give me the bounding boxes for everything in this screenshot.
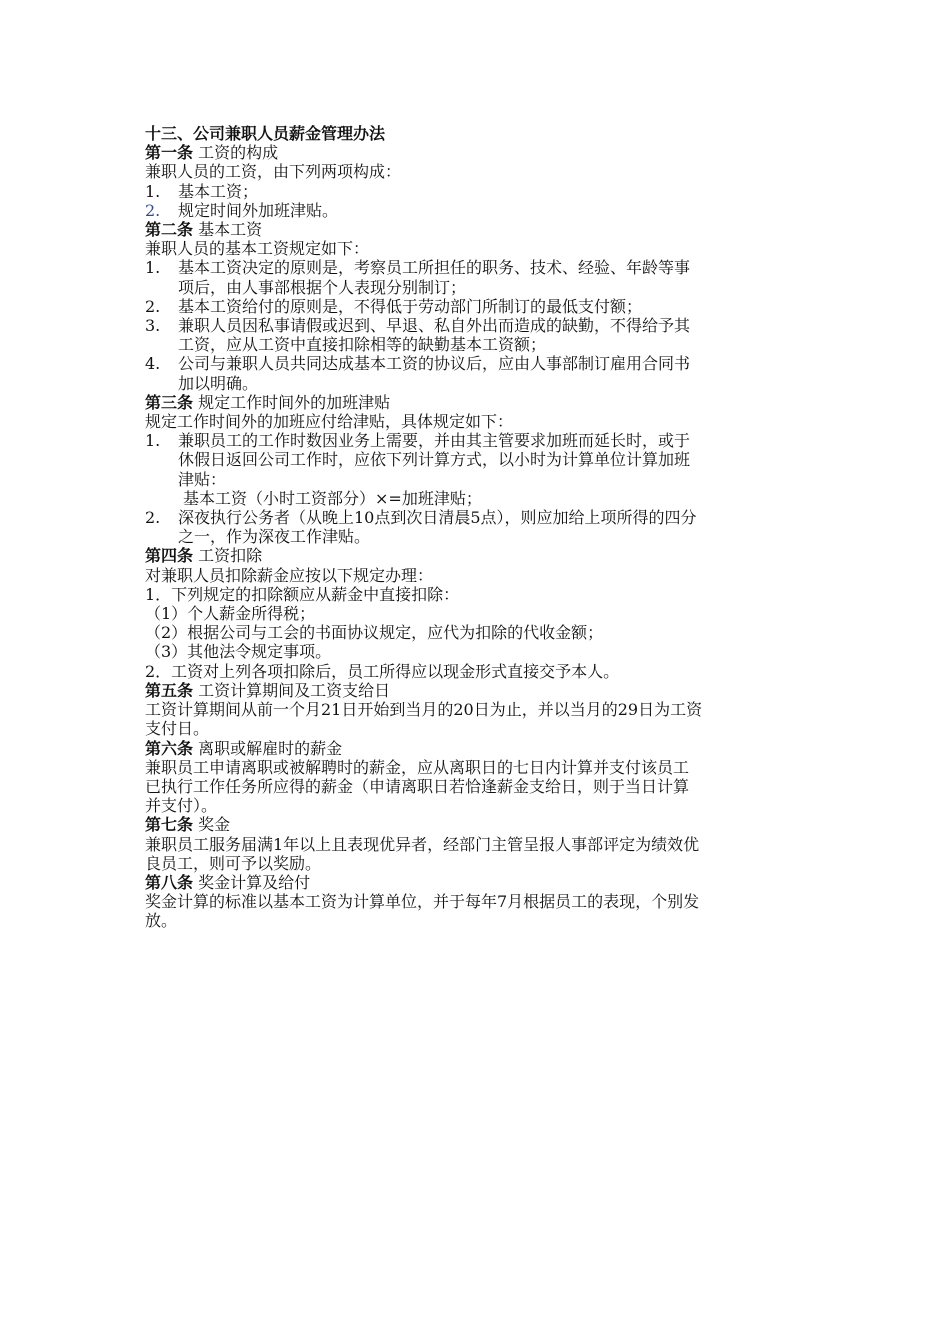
item-number: 4.	[145, 354, 161, 374]
item-number: 1.	[145, 431, 161, 451]
section-intro: 兼职人员的工资，由下列两项构成：	[145, 162, 402, 182]
section-heading: 奖金	[198, 815, 231, 835]
section-number: 第七条	[145, 815, 194, 835]
paragraph-line: 放。	[145, 911, 178, 931]
item-number: 2.	[145, 296, 161, 316]
section-heading: 工资扣除	[198, 546, 263, 566]
paragraph-line: （3）其他法令规定事项。	[145, 642, 332, 662]
section-heading: 规定工作时间外的加班津贴	[198, 392, 391, 412]
item-text-line: 工资，应从工资中直接扣除相等的缺勤基本工资额；	[178, 335, 547, 355]
list-item	[145, 201, 810, 220]
list-item	[145, 316, 810, 354]
paragraph-line: 2．工资对上列各项扣除后，员工所得应以现金形式直接交予本人。	[145, 661, 620, 681]
document-body	[145, 124, 810, 931]
paragraph-line: 支付日。	[145, 719, 210, 739]
section-7-header	[145, 815, 810, 834]
paragraph-line: 良员工，则可予以奖励。	[145, 853, 322, 873]
list-item	[145, 182, 810, 201]
item-text-line: 兼职员工的工作时数因业务上需要，并由其主管要求加班而延长时，或于	[178, 431, 691, 451]
section-8-header	[145, 873, 810, 892]
section-intro: 规定工作时间外的加班应付给津贴，具体规定如下：	[145, 412, 514, 432]
item-number: 2.	[145, 508, 161, 528]
section-heading: 奖金计算及给付	[198, 872, 311, 892]
section-number: 第八条	[145, 872, 194, 892]
list-item	[145, 354, 810, 392]
section-3-header	[145, 393, 810, 412]
item-text	[178, 354, 810, 392]
section-number: 第一条	[145, 143, 194, 163]
section-intro: 兼职人员的基本工资规定如下：	[145, 239, 370, 259]
paragraph-line: （2）根据公司与工会的书面协议规定，应代为扣除的代收金额；	[145, 623, 604, 643]
paragraph-line: 奖金计算的标准以基本工资为计算单位，并于每年7月根据员工的表现，个别发	[145, 892, 700, 912]
section-5-header	[145, 681, 810, 700]
section-intro: 对兼职人员扣除薪金应按以下规定办理：	[145, 565, 434, 585]
formula-line: 基本工资（小时工资部分）×=加班津贴；	[183, 488, 482, 508]
item-number: 2.	[145, 200, 161, 220]
item-text	[178, 431, 810, 489]
item-number: 1.	[145, 181, 161, 201]
section-1-header	[145, 143, 810, 162]
item-text-line: 加以明确。	[178, 373, 259, 393]
document-title: 十三、公司兼职人员薪金管理办法	[145, 124, 386, 143]
item-text: 基本工资；	[178, 181, 259, 201]
item-text-line: 基本工资决定的原则是，考察员工所担任的职务、技术、经验、年龄等事	[178, 258, 691, 278]
list-item	[145, 297, 810, 316]
paragraph-line: 兼职员工服务届满1年以上且表现优异者，经部门主管呈报人事部评定为绩效优	[145, 834, 700, 854]
paragraph-line: 兼职员工申请离职或被解聘时的薪金，应从离职日的七日内计算并支付该员工	[145, 757, 690, 777]
section-number: 第二条	[145, 220, 194, 240]
item-text-line: 休假日返回公司工作时，应依下列计算方式，以小时为计算单位计算加班	[178, 450, 691, 470]
section-heading: 离职或解雇时的薪金	[198, 738, 343, 758]
item-text	[178, 258, 810, 296]
paragraph-line: （1）个人薪金所得税；	[145, 604, 316, 624]
item-text-line: 公司与兼职人员共同达成基本工资的协议后，应由人事部制订雇用合同书	[178, 354, 691, 374]
item-number: 3.	[145, 316, 161, 336]
section-4-header	[145, 546, 810, 565]
section-number: 第五条	[145, 680, 194, 700]
section-heading: 基本工资	[198, 220, 263, 240]
list-item	[145, 431, 810, 489]
section-number: 第三条	[145, 392, 194, 412]
item-text-line: 津贴：	[178, 469, 227, 489]
section-number: 第四条	[145, 546, 194, 566]
list-item	[145, 258, 810, 296]
item-text-line: 兼职人员因私事请假或迟到、早退、私自外出而造成的缺勤，不得给予其	[178, 316, 691, 336]
paragraph-line: 工资计算期间从前一个月21日开始到当月的20日为止，并以当月的29日为工资	[145, 700, 703, 720]
section-number: 第六条	[145, 738, 194, 758]
paragraph-line: 已执行工作任务所应得的薪金（申请离职日若恰逢薪金支给日，则于当日计算	[145, 776, 690, 796]
item-number: 1.	[145, 258, 161, 278]
section-6-header	[145, 739, 810, 758]
section-2-header	[145, 220, 810, 239]
paragraph-line: 并支付）。	[145, 796, 218, 816]
item-text-line: 之一，作为深夜工作津贴。	[178, 527, 371, 547]
section-heading: 工资计算期间及工资支给日	[198, 680, 391, 700]
item-text-line: 项后，由人事部根据个人表现分别制订；	[178, 277, 467, 297]
item-text: 基本工资给付的原则是，不得低于劳动部门所制订的最低支付额；	[178, 296, 643, 316]
item-text	[178, 316, 810, 354]
list-item	[145, 508, 810, 546]
paragraph-line: 1．下列规定的扣除额应从薪金中直接扣除：	[145, 584, 460, 604]
item-text	[178, 508, 810, 546]
section-heading: 工资的构成	[198, 143, 279, 163]
item-text-line: 深夜执行公务者（从晚上10点到次日清晨5点），则应加给上项所得的四分	[178, 508, 697, 528]
item-text: 规定时间外加班津贴。	[178, 200, 339, 220]
